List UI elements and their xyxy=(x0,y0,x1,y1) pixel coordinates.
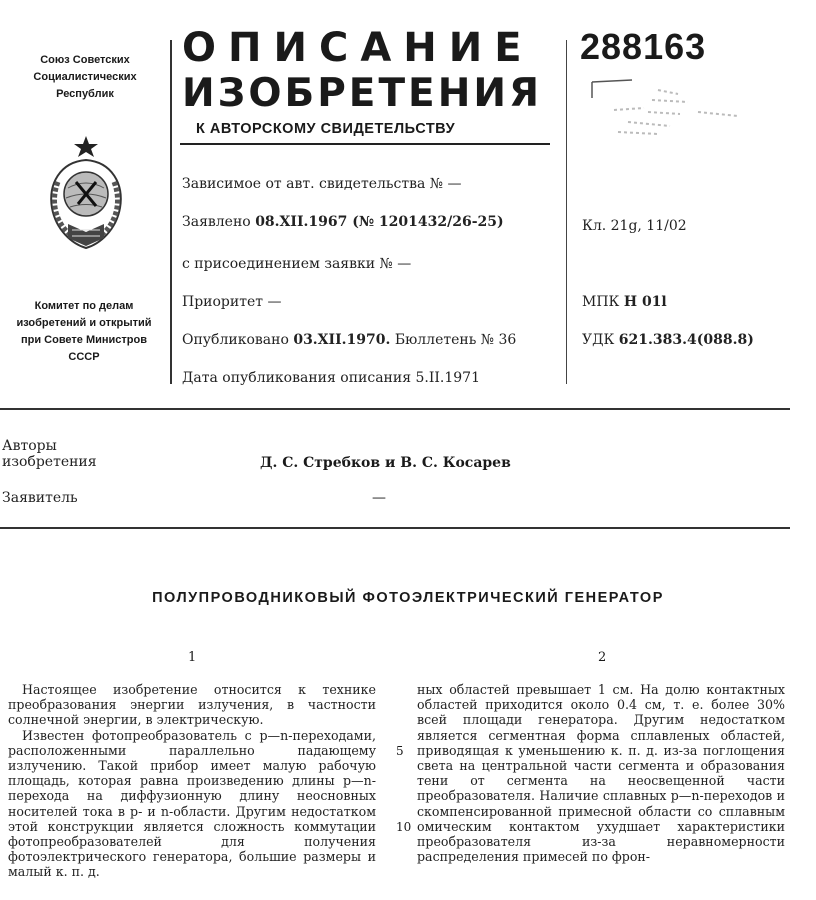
committee-label xyxy=(4,298,164,366)
union-line: Республик xyxy=(56,88,114,100)
paragraph: Настоящее изобретение относится к технике преобразования энергии излучения, в частности солнечной энергии, в электрическую. xyxy=(8,682,376,728)
filed-date xyxy=(182,214,504,230)
committee-line: изобретений и открытий xyxy=(16,317,152,329)
class-udk xyxy=(582,332,754,348)
dependent-certificate: Зависимое от авт. свидетельства № — xyxy=(182,176,462,192)
union-label xyxy=(20,52,150,103)
committee-line: СССР xyxy=(68,351,100,363)
paragraph: Известен фотопреобразователь с p—n-переходами, расположенными параллельно падающему излучению. Такой прибор имеет малую рабочую площадь, которая равна произведению длины p—n-перехода на диффузионную длину неосновных носителей тока в p- и n-области. Другим недостатком этой конструкции является сложность коммутации фотопреобразователей для получения фотоэлектрического генератора, большие размеры и малый к. п. д. xyxy=(8,727,376,880)
column-number-1: 1 xyxy=(188,650,197,665)
udk-value: 621.383.4(088.8) xyxy=(618,332,754,348)
priority-field: Приоритет — xyxy=(182,294,282,310)
committee-line: при Совете Министров xyxy=(20,334,148,346)
line-marker-5: 5 xyxy=(396,744,404,758)
patent-number: 288163 xyxy=(580,26,707,67)
udk-prefix: УДК xyxy=(582,332,615,348)
class-mpk xyxy=(582,294,667,310)
attachment-field: с присоединением заявки № — xyxy=(182,256,412,272)
text-column-1 xyxy=(8,682,376,880)
column-number-2: 2 xyxy=(598,650,607,665)
text-column-2 xyxy=(417,682,785,864)
filed-value: 08.XII.1967 (№ 1201432/26-25) xyxy=(255,214,504,230)
class-kl: Кл. 21g, 11/02 xyxy=(582,218,687,234)
line-marker-10: 10 xyxy=(396,820,412,834)
authors-label-line: Авторы xyxy=(2,438,57,454)
document-title-line1: ОПИСАНИЕ xyxy=(182,25,534,71)
state-emblem xyxy=(38,132,134,258)
document-subtitle: К АВТОРСКОМУ СВИДЕТЕЛЬСТВУ xyxy=(196,121,456,137)
filed-prefix: Заявлено xyxy=(182,214,251,230)
parties-rule xyxy=(0,527,790,529)
authors-label-line: изобретения xyxy=(2,454,97,470)
library-stamp xyxy=(588,78,758,148)
union-line: Социалистических xyxy=(33,71,137,83)
invention-title: ПОЛУПРОВОДНИКОВЫЙ ФОТОЭЛЕКТРИЧЕСКИЙ ГЕНЕРАТОР xyxy=(152,590,664,606)
mpk-value: Н 01l xyxy=(623,294,667,310)
published-field xyxy=(182,332,516,348)
description-date: Дата опубликования описания 5.II.1971 xyxy=(182,370,480,386)
bulletin-number: Бюллетень № 36 xyxy=(394,332,517,348)
authors-label xyxy=(2,438,97,470)
published-value: 03.XII.1970. xyxy=(293,332,391,348)
subtitle-underline xyxy=(180,143,550,145)
published-prefix: Опубликовано xyxy=(182,332,289,348)
committee-line: Комитет по делам xyxy=(34,300,134,312)
union-line: Союз Советских xyxy=(40,54,130,66)
applicant-label: Заявитель xyxy=(2,490,78,506)
applicant-value: — xyxy=(372,490,386,506)
mpk-prefix: МПК xyxy=(582,294,620,310)
authors-names: Д. С. Стребков и В. С. Косарев xyxy=(260,455,511,471)
left-divider xyxy=(170,40,172,384)
paragraph: ных областей превышает 1 см. На долю контактных областей приходится около 0.4 см, т. е. более 30% всей площади генератора. Другим недостатком является сегментная форма сплавленых областей, приводящая к уменьшению к. п. д. из-за поглощения света на центральной части сегмента и образования тени от сегмента на неосвещенной части преобразователя. Наличие сплавных p—n-переходов и скомпенсированной примесной области со сплавным омическим контактом ухудшает характеристики преобразователя из-за неравномерности распределения примесей по фрон- xyxy=(417,682,785,865)
document-title-line2: ИЗОБРЕТЕНИЯ xyxy=(182,71,543,116)
header-rule xyxy=(0,408,790,410)
